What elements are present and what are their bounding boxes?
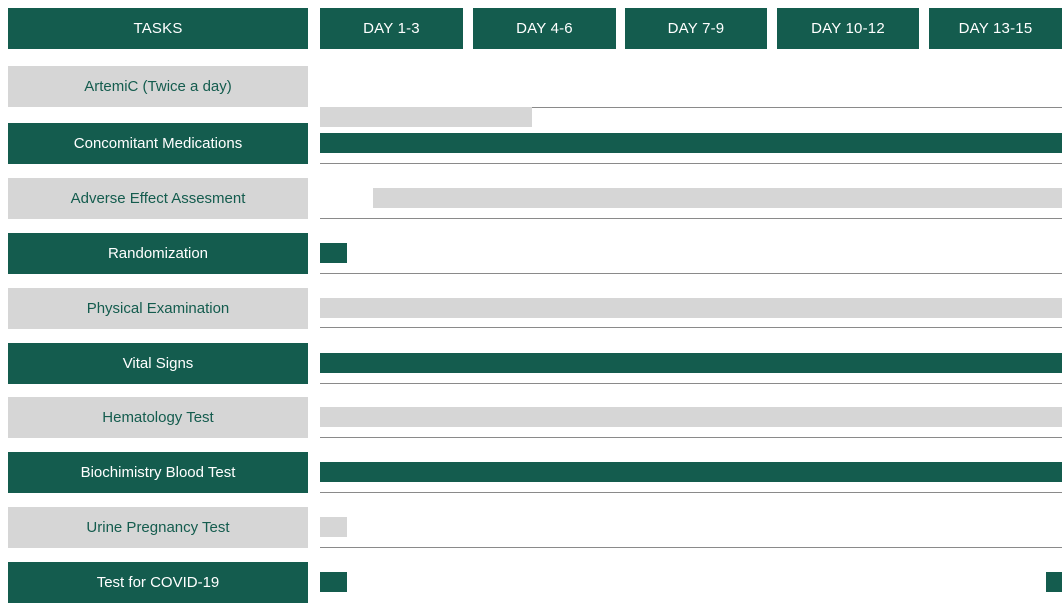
header-day-10-12: DAY 10-12 — [777, 8, 919, 49]
gantt-bar — [320, 243, 347, 263]
gantt-bar — [320, 298, 1062, 318]
row-divider — [320, 547, 1062, 548]
task-label: Randomization — [8, 233, 308, 274]
gantt-bar — [320, 353, 1062, 373]
task-label: ArtemiC (Twice a day) — [8, 66, 308, 107]
task-label: Concomitant Medications — [8, 123, 308, 164]
header-day-13-15: DAY 13-15 — [929, 8, 1062, 49]
task-label: Urine Pregnancy Test — [8, 507, 308, 548]
row-divider — [320, 437, 1062, 438]
header-day-4-6: DAY 4-6 — [473, 8, 616, 49]
gantt-bar — [1046, 572, 1062, 592]
row-divider — [320, 163, 1062, 164]
header-day-7-9: DAY 7-9 — [625, 8, 767, 49]
gantt-bar — [320, 462, 1062, 482]
row-divider — [320, 492, 1062, 493]
task-label: Physical Examination — [8, 288, 308, 329]
task-label: Hematology Test — [8, 397, 308, 438]
row-divider — [320, 327, 1062, 328]
task-label: Adverse Effect Assesment — [8, 178, 308, 219]
gantt-bar — [320, 107, 532, 127]
gantt-bar — [373, 188, 1062, 208]
task-label: Biochimistry Blood Test — [8, 452, 308, 493]
row-divider — [320, 273, 1062, 274]
task-label: Vital Signs — [8, 343, 308, 384]
header-tasks: TASKS — [8, 8, 308, 49]
gantt-bar — [320, 133, 1062, 153]
gantt-bar — [320, 572, 347, 592]
row-divider — [320, 383, 1062, 384]
row-divider — [320, 218, 1062, 219]
header-day-1-3: DAY 1-3 — [320, 8, 463, 49]
gantt-bar — [320, 407, 1062, 427]
gantt-bar — [320, 517, 347, 537]
task-label: Test for COVID-19 — [8, 562, 308, 603]
